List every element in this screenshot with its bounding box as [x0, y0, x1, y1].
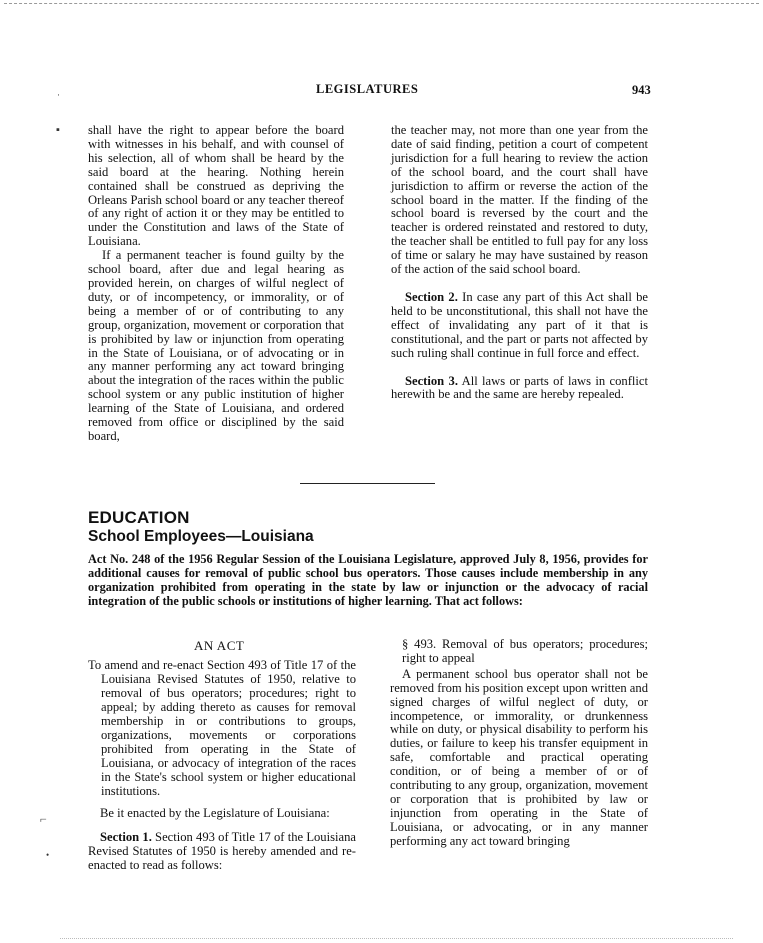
top-right-column — [391, 124, 648, 402]
section-text: Section 493 of Title 17 of the Louisiana Revised Statutes of 1950 is hereby amended and re-enacted to read as follows: — [88, 830, 356, 872]
paragraph: the teacher may, not more than one year from the date of said finding, petition a court of competent jurisdiction for a full hearing to review the action of the school board, and the court shall have jurisdiction to affirm or reverse the action of the school board in the matter. If the finding of the school board is reversed by the court and the teacher is ordered reinstated and restored to duty, the teacher shall be entitled to full pay for any loss of time or salary he may have sustained by reason of the action of the said school board. — [391, 123, 648, 277]
scan-speck: · — [57, 90, 60, 100]
paragraph: To amend and re-enact Section 493 of Title 17 of the Louisiana Revised Statutes of 1950, relative to removal of bus operators; procedures; right to appeal; by adding thereto as causes for removal membership in or contributions to groups, organizations, movements or corporations prohibited from operating in the State of Louisiana, or advocacy of integration of the races in the State's school system or higher educational institutions. — [88, 658, 356, 798]
section-label: Section 3. — [405, 373, 458, 388]
section-heading: EDUCATION — [88, 508, 190, 527]
top-scan-border — [4, 3, 759, 4]
paragraph: If a permanent teacher is found guilty by the school board, after due and legal hearing as provided herein, on charges of wilful neglect of duty, or of incompetency, or immorality, or of being a member of or of contributing to any group, organization, movement or corporation that is prohibited by law or injunction from operating in the State of Louisiana, or of advocating or in any manner performing any act toward bringing about the integration of the races within the public school system or any public institution of higher learning of the State of Louisiana, and ordered removed from office or disciplined by the said board, — [88, 248, 344, 443]
paragraph: A permanent school bus operator shall not be removed from his position except upon written and signed charges of wilful neglect of duty, or incompetence, or immorality, or drunkenness while on duty, or physical disability to perform his duties, or failure to keep his transfer equipment in safe, comfortable and practical operating condition, or of being a member of or of contributing to any group, organization, movement or corporation that is prohibited by law or injunction from operating in the State of Louisiana, or advocating, or in any manner performing any act toward bringing — [390, 666, 648, 848]
scan-speck: ⌐ — [40, 812, 47, 826]
section-divider — [300, 483, 435, 484]
bottom-scan-border — [60, 938, 733, 939]
section-2-paragraph — [391, 291, 648, 361]
enacting-clause: Be it enacted by the Legislature of Louisiana: — [100, 806, 330, 820]
statute-caption: § 493. Removal of bus operators; procedures; right to appeal — [402, 637, 648, 665]
page-number: 943 — [632, 83, 651, 97]
section-1-paragraph — [88, 830, 356, 872]
scan-speck: • — [46, 850, 50, 860]
section-text: In case any part of this Act shall be held to be unconstitutional, this shall not have the effect of invalidating any part of it that is constitutional, and the part or parts not affected by such ruling shall continue in full force and effect. — [391, 289, 648, 360]
act-title: AN ACT — [194, 638, 245, 653]
section-label: Section 1. — [100, 830, 152, 844]
enacting-section — [88, 806, 356, 872]
section-label: Section 2. — [405, 289, 458, 304]
section-3-paragraph — [391, 375, 648, 403]
section-subheading: School Employees—Louisiana — [88, 528, 314, 545]
act-summary: Act No. 248 of the 1956 Regular Session of the Louisiana Legislature, approved July 8, 1956, provides for additional causes for removal of public school bus operators. Those causes include membership in any organization prohibited from operating in the state by law or injunction or the advocacy of racial integration of the public schools or institutions of higher learning. That act follows: — [88, 552, 648, 608]
running-head: LEGISLATURES — [316, 82, 419, 96]
act-long-title — [88, 658, 356, 798]
statute-text — [390, 638, 648, 849]
scan-speck: ▪ — [56, 124, 60, 136]
section-text: All laws or parts of laws in conflict herewith be and the same are hereby repealed. — [391, 373, 648, 402]
paragraph: shall have the right to appear before the board with witnesses in his behalf, and with counsel of his selection, all of whom shall be heard by the said board at the hearing. Nothing herein contained shall be construed as depriving the Orleans Parish school board or any teacher thereof of any right of action it or they may be entitled to under the Constitution and laws of the State of Louisiana. — [88, 123, 344, 249]
top-left-column — [88, 124, 344, 444]
